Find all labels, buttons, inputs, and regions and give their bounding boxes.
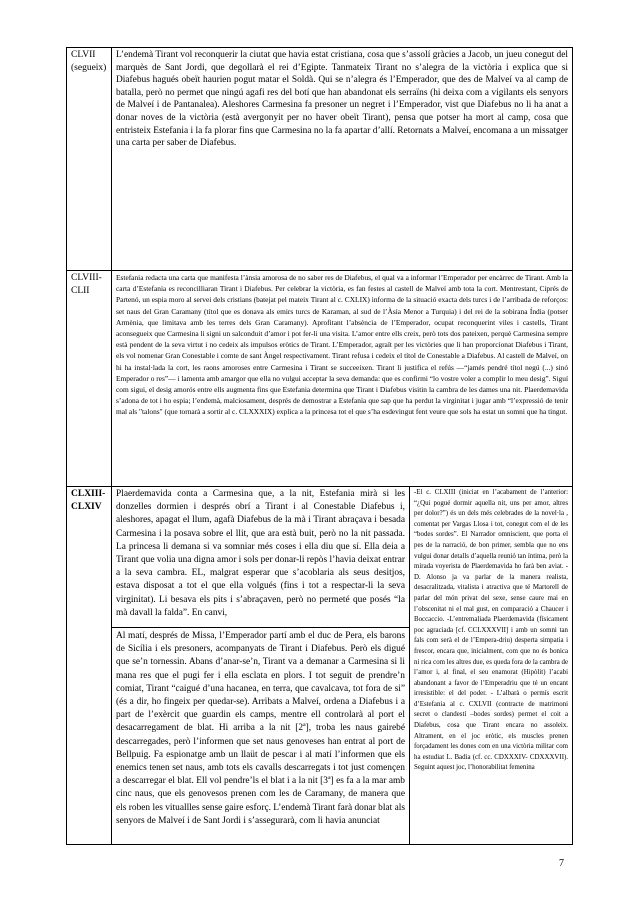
commentary-note: -El c. CLXIII (iniciat en l’acabament de l’anterior: “¿Qui pogué dormir aquella nit, uns per amor, altres per dolor?”) és un dels més celebrades de la novel·la , comentat per Vargas Llosa i tot, conegut com el de les “bodes sordes”. El Narrador omniscient, que porta el pes de la narració, de bon primer, sembla que no ens vulgui donar detalls d’aquella reunió tan íntima, però la mirada voyerista de Plaerdemavida ho farà ben aviat. -D. Alonso ja va parlar de la manera realista, desacralitzada, vitalista i atractiva que té Martorell de parlar del món privat del sexe, sense caure mai en l’obscenitat ni el mal gust, en comparació a Chaucer i Boccaccio. -L’entremaliada Plaerdemavida (físicament poc agraciada [cf. CCLXXXVII] i amb un somni tan fals com serà el de l’Empera-driu) desperta simpatia i frescor, encara que, inicialment, com que no és bonica ni rica com les altres due, es queda fora de la cambra de l’amor i, al final, el seu enamorat (Hipòlit) l’acabi abandonant a favor de l’Emperadriu que té un encant irresistible: el del poder. - L’albarà o permís escrit d’Estefania al c. CXLVII (contracte de matrimoni secret o clandestí –bodes sordes) permet el coit a Diafebus, cosa que Tirant encara no assoleix. Altrament, en el joc eròtic, els muscles prenen forçadament les dones com en una victòria militar com ha estudiat L. Badia (cf. cc. CDXXXIV- CDXXXVII). Seguint aquest joc, l’honorabilitat femenina bbox=[410, 487, 573, 845]
table-row bbox=[67, 487, 573, 845]
page-number: 7 bbox=[559, 858, 564, 869]
chapter-label: CLVIII-CLII bbox=[67, 271, 112, 487]
chapter-summary: L’endemà Tirant vol reconquerir la ciutat que havia estat cristiana, cosa que s’assolí gràcies a Jacob, un jueu conegut del marquès de Sant Jordi, que degollarà el rei d’Egipte. Tanmateix Tirant no s’alegra de la victòria i explica que si Diafebus hagués obeït haurien pogut matar el Soldà. Qui se n’alegra és l’Emperador, que des de Malveí va al camp de batalla, però no permet que ningú agafi res del botí que han abandonat els serraïns (hi deixa com a vigilants els senyors de Malveí i de Pantanalea). Aleshores Carmesina fa presoner un negret i l’Emperador, vist que Diafebus no li ha anat a donar noves de la victòria (està avergonyit per no haver obeït Tirant), pensa que potser ha mort al camp, cosa que entristeix Estefania i la fa plorar fins que Carmesina no la fa apartar d’allí. Retornats a Malveí, encomana a un missatger una carta per saber de Diafebus. bbox=[112, 48, 573, 271]
table-row bbox=[67, 271, 573, 487]
chapter-summary bbox=[112, 487, 410, 845]
chapter-label: CLVII (segueix) bbox=[67, 48, 112, 271]
chapter-summary: Estefania redacta una carta que manifesta l’ànsia amorosa de no saber res de Diafebus, el qual va a informar l’Emperador per encàrrec de Tirant. Amb la carta d’Estefania es reconcilliaran Tirant i Diafebus. Per celebrar la victòria, es fan festes al castell de Malveí amb tota la cort. Mentrestant, Ciprés de Partenó, un espia moro al servei dels cristians (batejat pel mateix Tirant al c. CXLIX) informa de la situació exacta dels turcs i de l’arribada de reforços: set naus del Gran Caramany (títol que es donava als emirs turcs de Karaman, al sud de l’Àsia Menor a Turquia) i del rei de la sobirana Índia (potser Armènia, que limitava amb les terres dels Gran Caramany). Aprofitant l’absència de l’Emperador, ocupat reconquerint viles i castells, Tirant aconsegueix que Carmesina li signi un salconduit d’amor i pot fer-li una visita. L’amor entre ells creix, però tots dos pateixen, perquè Carmesina sempre està pendent de la seva virtut i no cedeix als impulsos eròtics de Tirant. L’Emperador, agraït per les victòries que li han proporcionat Diafebus i Tirant, els vol nomenar Gran Conestable i comte de sant Àngel respectivament. Tirant refusa i cedeix el títol de Conestable a Diafebus. Al castell de Malveí, on hi ha instal·lada la cort, les raons amoroses entre Carmesina i Tirant se succeeixen. Tirant li justifica el refús —“jamés pendré títol negú (...) sinó Emperador o res”— i lamenta amb amargor que ella no vulgui acceptar la seva demanda: que es confirmi “lo vostre voler a complir lo meu desig”. Siguí com sigui, el desig amorós entre ells augmenta fins que Estefania determina que Tirant i Diafebus visitin la cambra de les dames una nit. Plaerdemavida s’adona de tot i ho espia; l’endemà, malciosament, després de demostrar a Estefania que sap que ha perdut la virginitat i jugar amb “l’expressió de tenir mal als "talons" (que tornarà a sortir al c. CLXXXIX) explica a la princesa tot el que s’ha esdevingut fent veure que sols ha estat un somni que ha tingut. bbox=[112, 271, 573, 487]
chapter-label: CLXIII-CLXIV bbox=[67, 487, 112, 845]
chapter-table bbox=[66, 47, 573, 845]
summary-part-b: Al matí, després de Missa, l’Emperador partí amb el duc de Pera, els barons de Sicília i els presoners, acompanyats de Tirant i Diafebus. Però els digué que se’n tornessin. Abans d’anar-se’n, Tirant va a demanar a Carmesina si li mana res que el pugi fer i ella esclata en plors. I tot seguit de prendre’n comiat, Tirant “caigué d’una hacanea, en terra, que cavalcava, tot fora de si” (és a dir, ho fingeix per quedar-se). Arribats a Malveí, ordena a Diafebus i a part de l’exèrcit que guardin els camps, mentre ell controlarà al port el desacarregament de blat. Hi arriba a la nit [2ª], troba les naus gairebé descarregades, però l’informen que set naus genoveses han entrat al port de Bellpuig. Fa espionatge amb un llaüt de pescar i al matí l’informen que els enemics tenen set naus, amb tots els cavalls descarregats i tot just començen a descarregar el blat. Ell vol pendre’ls el blat i a la nit [3ª] es fa a la mar amb cinc naus, que els genovesos prenen com les de Caramany, de manera que els roben les vituallles sense gaire esforç. L’endemà Tirant farà donar blat als senyors de Malveí i de Sant Jordi i s’assegurarà, com li havia anunciat bbox=[116, 631, 405, 826]
table-row bbox=[67, 48, 573, 271]
summary-part-a: Plaerdemavida conta a Carmesina que, a la nit, Estefania mirà si les donzelles dormien i després obrí a Tirant i al Conestable Diafebus i, aleshores, apagat el llum, agafà Diafebus de la mà i Tirant abraçava i besada Carmesina i la posava sobre el llit, que ara està buit, però no la nit passada. La princesa li demana si va somniar més coses i ella diu que sí. Ella deia a Tirant que volia una digna amor i sols per donar-li repòs l’havia deixat entrar a la seva cambra. EL, malgrat esperar que s’acoblaria als seus desitjos, estava disposat a tot el que ella volgués (fins i tot a respectar-li la seva virginitat). Li besava els pits i s’abraçaven, però no permeté que posés “la mà davall la falda”. En canvi, bbox=[112, 488, 409, 628]
